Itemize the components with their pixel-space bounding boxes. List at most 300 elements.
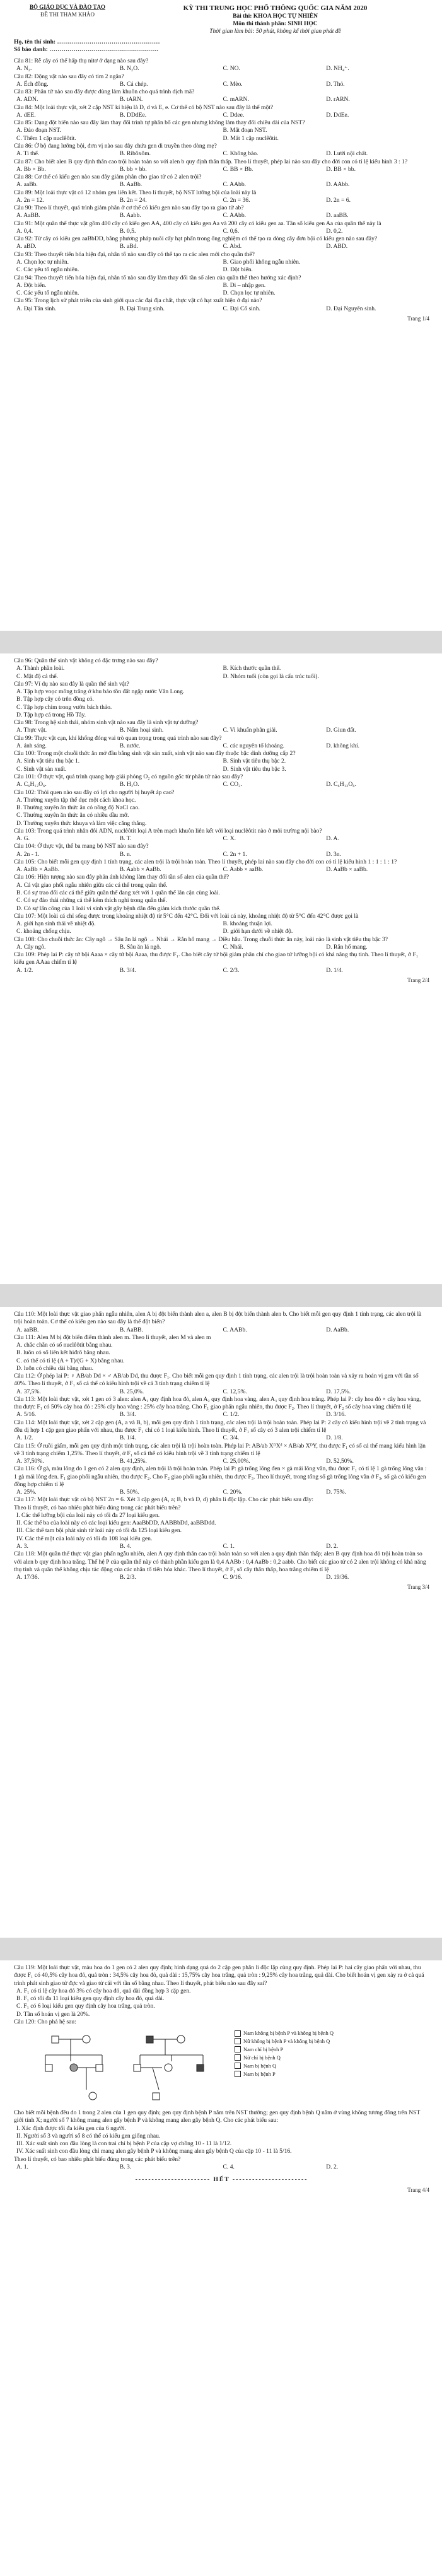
- answer-options: [14, 944, 429, 951]
- answer-options: [14, 967, 429, 975]
- answer-options: [14, 282, 429, 298]
- pedigree-female: [83, 2035, 90, 2043]
- answer-option: B. aBd.: [119, 243, 138, 250]
- answer-option: D. 1/8.: [326, 1434, 343, 1442]
- question-block: [14, 158, 429, 174]
- answer-option: D. Thỏ.: [326, 80, 345, 88]
- question-stem: Câu 97: Ví dụ nào sau đây là quần thể sinh vật?: [14, 680, 129, 688]
- answer-options: [14, 96, 429, 103]
- statement: III. Các thể tam bội phát sinh từ loài này có tối đa 125 loại kiểu gen.: [16, 1527, 182, 1535]
- question-block: [14, 874, 429, 912]
- answer-options: [14, 81, 429, 88]
- question-block: [14, 88, 429, 104]
- question-block: [14, 936, 429, 952]
- answer-option: B. Có sự trao đổi các cá thể giữa quần thể đang xét với 1 quần thể lân cận cùng loài.: [16, 889, 220, 896]
- answer-options: [14, 688, 429, 719]
- pedigree-male: [153, 2093, 160, 2100]
- answer-option: A. giới hạn sinh thái về nhiệt độ.: [16, 920, 96, 928]
- page-gap: [0, 631, 442, 653]
- answer-option: C. Không bào.: [223, 150, 259, 158]
- subject-group: Bài thi: KHOA HỌC TỰ NHIÊN: [233, 13, 318, 20]
- ministry-name: BỘ GIÁO DỤC VÀ ĐÀO TẠO: [30, 4, 105, 10]
- statement: I. Các thể lưỡng bội của loài này có tối đa 27 loại kiểu gen.: [16, 1511, 160, 1519]
- question-stem: Câu 116: Ở gà, màu lông do 1 gen có 2 alen quy định, alen trội là trội hoàn toàn. Phép lai P: gà trống lông đen × gà mái lông vằn, thu được F₁ có tỉ lệ 1 gà trống lông vằn : 1 gà mái lông đen. F₁ giao phối ngẫu nhiên, thu được F₂. Cho F₂ giao phối ngẫu nhiên, thu được F₃. Theo lí thuyết, trong tổng số gà trống lông vằn ở F₃, số gà có kiểu gen đồng hợp chiếm tỉ lệ: [14, 1465, 427, 1488]
- answer-option: C. 2n = 36.: [223, 196, 250, 204]
- question-block: [14, 1550, 429, 1581]
- question-block: [14, 735, 429, 751]
- page-1: [0, 0, 442, 631]
- statement: II. Người số 3 và người số 8 có thể có kiểu gen giống nhau.: [16, 2132, 161, 2140]
- question-block: [14, 1465, 429, 1496]
- answer-option: D. 2.: [326, 2163, 339, 2170]
- answer-option: B. 3.: [119, 2163, 132, 2170]
- answer-option: D. BB × bb.: [326, 165, 356, 173]
- answer-option: A. Chọn lọc tự nhiên.: [16, 258, 69, 266]
- question-block: [14, 1443, 429, 1466]
- answer-option: A. Cá vật giao phối ngẫu nhiên giữa các cá thể trong quần thể.: [16, 881, 168, 889]
- answer-option: C. Aabb × aaBb.: [223, 866, 264, 874]
- answer-options: [14, 305, 429, 313]
- answer-option: B. 41,25%.: [119, 1458, 147, 1465]
- answer-option: B. Đại Trung sinh.: [119, 305, 165, 312]
- page-gap: [0, 1938, 442, 1960]
- answer-option: C. 4.: [223, 2163, 235, 2170]
- page-3: [0, 1307, 442, 1938]
- answer-option: B. 50%.: [119, 1489, 139, 1496]
- answer-option: C. NO.: [223, 65, 240, 73]
- answer-option: B. luôn có số liên kết hiđrô bằng nhau.: [16, 1349, 110, 1357]
- answer-option: D. 2.: [326, 1542, 339, 1550]
- question-block: [14, 828, 429, 843]
- legend-swatch: [235, 2054, 241, 2061]
- answer-options: [14, 920, 429, 936]
- answer-options: [14, 65, 429, 73]
- pedigree-male: [96, 2064, 103, 2071]
- answer-options: [14, 1411, 429, 1419]
- exam-header: [14, 4, 429, 36]
- legend-item: [235, 2071, 334, 2078]
- question-block: [14, 119, 429, 143]
- question-stem: Câu 120: Cho phả hệ sau:: [14, 2018, 76, 2025]
- answer-option: C. khoảng chống chịu.: [16, 928, 71, 935]
- page-2: [0, 653, 442, 1284]
- question-note: Cho biết mỗi bệnh đều do 1 trong 2 alen của 1 gen quy định; gen quy định bệnh P nằm trên NST thường; gen quy định bệnh Q nằm ở vùng không tương đồng trên NST giới tính X; người số 7 không mang alen gây bệnh P và không mang alen gây bệnh Q. Cho các phát biểu sau:: [14, 2109, 421, 2124]
- answer-option: A. Thường xuyên tập thể dục một cách khoa học.: [16, 796, 136, 804]
- answer-option: B. Tập hợp cây cỏ trên đồng cỏ.: [16, 696, 94, 703]
- question-block: [14, 274, 429, 298]
- question-stem: Câu 93: Theo thuyết tiến hóa hiện đại, nhân tố nào sau đây có thể tạo ra các alen mới cho quần thể?: [14, 250, 255, 258]
- answer-option: D. DdEe.: [326, 111, 349, 119]
- answer-option: D. NH₄⁺.: [326, 65, 349, 73]
- question-stem: Câu 91: Một quần thể thực vật gồm 400 cây có kiểu gen AA, 400 cây có kiểu gen Aa và 200 cây có kiểu gen aa. Tần số kiểu gen Aa của quần thể này là: [14, 220, 381, 227]
- answer-option: D. không khí.: [326, 742, 360, 749]
- question-note: Theo lí thuyết, có bao nhiêu phát biểu đúng trong các phát biểu trên?: [14, 1504, 181, 1511]
- pedigree-male: [45, 2064, 52, 2071]
- question-stem: Câu 115: Ở ruồi giấm, mỗi gen quy định một tính trạng, các alen trội là trội hoàn toàn. Phép lai P: AB/ab XᴰXᵈ × AB/ab XᴰY, thu được F₁ có số cá thể mang kiểu hình lặn về 3 tính trạng chiếm 1,25%. Theo lí thuyết, ở F₁ số cá thể có kiểu hình trội về 3 tính trạng chiếm tỉ lệ: [14, 1442, 426, 1457]
- answer-option: B. H₂O.: [119, 781, 139, 788]
- answer-option: B. 2/3.: [119, 1574, 136, 1581]
- question-block: [14, 1419, 429, 1443]
- answer-option: A. 25%.: [16, 1489, 37, 1496]
- question-stem: Câu 109: Phép lai P: cây tứ bội Aaaa × cây tứ bội Aaaa, thu được F₁. Cho biết cây tứ bội giảm phân chỉ cho giao tử lưỡng bội có khả năng thụ tinh. Theo lí thuyết, ở F₁ kiểu gen AAaa chiếm tỉ lệ: [14, 951, 419, 966]
- answer-options: [14, 150, 429, 158]
- answer-option: D. Sinh vật tiêu thụ bậc 3.: [223, 765, 286, 773]
- answer-options: [14, 1342, 429, 1373]
- answer-option: D. C₆H₁₂O₆.: [326, 781, 357, 788]
- question-stem: Câu 103: Trong quá trình nhân đôi ADN, nuclêôtit loại A trên mạch khuôn liên kết với loại nuclêôtit nào ở môi trường nội bào?: [14, 827, 322, 834]
- question-block: [14, 251, 429, 274]
- question-stem: Câu 99: Thực vật cạn, khí khổng đóng vai trò quan trọng trong quá trình nào sau đây?: [14, 734, 222, 742]
- legend-swatch: [235, 2030, 241, 2037]
- pedigree-chart: [39, 2030, 228, 2105]
- answer-options: [14, 882, 429, 913]
- answer-option: C. 2n + 1.: [223, 850, 247, 858]
- answer-option: A. N₂.: [16, 65, 32, 73]
- answer-option: C. 3/4.: [223, 1434, 240, 1442]
- answer-option: C. 25,00%.: [223, 1458, 250, 1465]
- statement: D. Tần số hoán vị gen là 20%.: [16, 2010, 90, 2018]
- question-block: [14, 173, 429, 189]
- question-block: [14, 1373, 429, 1396]
- legend-label: Nam chỉ bị bệnh P: [243, 2046, 284, 2052]
- answer-option: B. T.: [119, 835, 132, 843]
- question-block: [14, 789, 429, 828]
- question-note: Theo lí thuyết, có bao nhiêu phát biểu đúng trong các phát biểu trên?: [14, 2155, 181, 2163]
- question-stem: Câu 98: Trong hệ sinh thái, nhóm sinh vật nào sau đây là sinh vật tự dưỡng?: [14, 719, 199, 727]
- legend-label: Nữ không bị bệnh P và không bị bệnh Q: [243, 2038, 330, 2044]
- answer-option: B. 3/4.: [119, 1411, 136, 1419]
- answer-option: C. Ddee.: [223, 111, 245, 119]
- answer-option: C. Vi khuẩn phân giải.: [223, 727, 277, 734]
- answer-option: D. 3/16.: [326, 1411, 346, 1419]
- answer-options: [14, 181, 429, 189]
- answer-option: C. mARN.: [223, 96, 249, 103]
- legend-label: Nam bị bệnh P: [243, 2070, 276, 2077]
- answer-options: [14, 212, 429, 220]
- answer-option: A. 3.: [16, 1542, 28, 1550]
- answer-options: [14, 112, 429, 119]
- statement: IV. Xác suất sinh con đầu lòng chỉ mang alen gây bệnh P và không mang alen gây bệnh Q của cặp 10 - 11 là 5/16.: [16, 2148, 292, 2155]
- statement: C. F₁ có 6 loại kiểu gen quy định cây hoa trắng, quả tròn.: [16, 2003, 155, 2010]
- question-stem: Câu 106: Hiện tượng nào sau đây phản ánh không làm thay đổi tần số alen của quần thể?: [14, 874, 230, 881]
- answer-option: B. 0,5.: [119, 227, 136, 235]
- answer-option: B. 1/4.: [119, 1434, 136, 1442]
- answer-option: C. 1.: [223, 1542, 235, 1550]
- question-stem: Câu 118: Một quần thể thực vật giao phấn ngẫu nhiên, alen A quy định thân cao trội hoàn toàn so với alen a quy định thân thấp; alen B quy định hoa đỏ trội hoàn toàn so với alen b quy định hoa trắng. Thế hệ P của quần thể này có thành phần kiểu gen là 0,4 AABb : 0,4 AaBb : 0,2 aabb. Cho biết các giao tử có 2 alen trội không có khả năng thụ tinh và quần thể không chịu tác động của các nhân tố tiến hóa khác. Theo lí thuyết, ở F₁ số cây thân thấp, hoa trắng chiếm tỉ lệ: [14, 1550, 426, 1573]
- answer-option: D. giới hạn dưới về nhiệt độ.: [223, 928, 293, 935]
- end-marker: ----------------------- HẾT -----------------------: [135, 2176, 308, 2184]
- answer-option: C. Nhái.: [223, 943, 243, 951]
- legend-swatch: [235, 2038, 241, 2044]
- question-block: [14, 843, 429, 858]
- answer-option: A. Tập hợp voọc mông trắng ở khu bảo tồn đất ngập nước Vân Long.: [16, 688, 185, 696]
- candidate-name-field: Họ, tên thí sinh: ……………………………………………: [14, 38, 160, 45]
- question-stem: Câu 89: Một loài thực vật có 12 nhóm gen liên kết. Theo lí thuyết, bộ NST lưỡng bội của loài này là: [14, 189, 257, 196]
- question-stem: Câu 86: Ở bộ đang lưỡng bội, đơn vị nào sau đây chứa gen di truyền theo dòng mẹ?: [14, 143, 217, 149]
- answer-option: D. AaBb.: [326, 1326, 349, 1333]
- statement: III. Xác suất sinh con đầu lòng là con trai chỉ bị bệnh P của cặp vợ chồng 10 - 11 là 1/12.: [16, 2140, 232, 2148]
- answer-option: B. AaBB.: [119, 1326, 143, 1333]
- question-stem: Câu 112: Ở phép lai P: ♀ AB/ab Dd × ♂ AB/ab Dd, thu được F₁. Cho biết mỗi gen quy định 1 tính trạng, các alen trội là trội hoàn toàn và xảy ra hoán vị gen với tần số 40%. Theo lí thuyết, ở F₁ số cá thể có kiểu hình trội về cả 3 tính trạng chiếm tỉ lệ: [14, 1373, 419, 1388]
- question-stem: Câu 107: Một loài cá chỉ sống được trong khoảng nhiệt độ từ 5°C đến 42°C. Đối với loài cá này, khoảng nhiệt độ từ 5°C đến 42°C được gọi là: [14, 912, 359, 920]
- answer-option: B. Aabb.: [119, 212, 141, 220]
- answer-option: D. 0,2.: [326, 227, 343, 235]
- answer-option: A. Ếch đồng.: [16, 80, 49, 88]
- answer-option: C. AAbb.: [223, 212, 247, 220]
- answer-option: C. Mật độ cá thể.: [16, 672, 59, 680]
- answer-option: B. AaBb.: [119, 181, 142, 189]
- answer-option: C. 9/16.: [223, 1574, 243, 1581]
- answer-option: B. Aabb × AaBb.: [119, 866, 161, 874]
- answer-option: D. 19/36.: [326, 1574, 349, 1581]
- answer-option: D. 75%.: [326, 1489, 346, 1496]
- answer-option: A. G.: [16, 835, 30, 843]
- question-block: [14, 913, 429, 936]
- answer-options: [14, 1489, 429, 1496]
- legend-item: [235, 2054, 334, 2061]
- answer-option: A. 1.: [16, 2163, 28, 2170]
- answer-options: [14, 781, 429, 788]
- answer-option: A. AaBb × AaBb.: [16, 866, 60, 874]
- answer-options: [14, 243, 429, 250]
- answer-option: A. 1/2.: [16, 966, 33, 974]
- answer-option: C. Tập hợp chim trong vườn bách thảo.: [16, 703, 112, 711]
- statement: IV. Các thể một của loài này có tối đa 108 loại kiểu gen.: [16, 1535, 153, 1542]
- answer-option: A. Cây ngô.: [16, 943, 46, 951]
- question-stem: Câu 87: Cho biết alen B quy định thân cao trội hoàn toàn so với alen b quy định thân thấp. Theo lí thuyết, phép lai nào sau đây cho đời con có tỉ lệ kiểu hình 3 : 1?: [14, 158, 408, 165]
- answer-option: A. 0,4.: [16, 227, 33, 235]
- answer-option: A. 2n - 1.: [16, 850, 40, 858]
- answer-option: A. Thực vật.: [16, 727, 47, 734]
- answer-option: B. Kích thước quần thể.: [223, 665, 281, 672]
- answer-option: D. Đột biến.: [223, 266, 253, 274]
- answer-options: [14, 1458, 429, 1465]
- pedigree-female: [165, 2064, 172, 2071]
- question-block: [14, 104, 429, 120]
- pedigree-male: [197, 2064, 204, 2071]
- answer-option: B. n.: [119, 850, 132, 858]
- page-gap: [0, 1284, 442, 1307]
- answer-options: [14, 1574, 429, 1581]
- question-block: [14, 2018, 429, 2171]
- question-stem: Câu 105: Cho biết mỗi gen quy định 1 tính trạng, các alen trội là trội hoàn toàn. Theo lí thuyết, phép lai nào sau đây cho đời con có tỉ lệ kiểu hình 1 : 1 : 1 : 1?: [14, 858, 397, 865]
- answer-option: A. ADN.: [16, 96, 38, 103]
- pedigree-legend: [235, 2030, 334, 2105]
- answer-option: D. luôn có chiều dài bằng nhau.: [16, 1364, 94, 1372]
- question-list: [14, 657, 429, 975]
- answer-option: D. 17,5%.: [326, 1388, 351, 1395]
- answer-option: C. Có sự đào thải những cá thể kém thích nghi trong quần thể.: [16, 897, 167, 905]
- legend-swatch: [235, 2063, 241, 2069]
- answer-option: C. Các yếu tố ngẫu nhiên.: [16, 290, 79, 297]
- answer-option: A. Thành phần loài.: [16, 665, 65, 672]
- answer-option: A. Ti thể.: [16, 150, 40, 158]
- answer-option: B. Thường xuyên ăn thức ăn có nồng độ NaCl cao.: [16, 804, 140, 812]
- page-4: [0, 1960, 442, 2553]
- answer-option: D. Thường xuyên thức khuya và làm việc căng thẳng.: [16, 819, 147, 827]
- legend-item: [235, 2046, 334, 2053]
- pedigree-female: [70, 2064, 78, 2071]
- answer-option: A. 17/36.: [16, 1574, 39, 1581]
- time-limit: Thời gian làm bài: 50 phút, không kể thời gian phát đề: [209, 28, 341, 35]
- answer-option: C. 2/3.: [223, 966, 240, 974]
- question-block: [14, 1964, 429, 2018]
- question-stem: Câu 114: Một loài thực vật, xét 2 cặp gen (A, a và B, b), mỗi gen quy định 1 tính trạng, các alen trội là trội hoàn toàn. Phép lai P: 2 cây có kiểu hình trội về 2 tính trạng và đều dị hợp 1 cặp gen giao phấn với nhau, thu được F₁ chỉ có 1 loại kiểu hình. Theo lí thuyết, ở F₁ số cây có 3 alen trội chiếm tỉ lệ: [14, 1419, 426, 1434]
- page-footer: Trang 3/4: [407, 1584, 429, 1591]
- legend-swatch: [235, 2071, 241, 2077]
- answer-option: D. 3n.: [326, 850, 341, 858]
- answer-options: [14, 228, 429, 235]
- statement: A. F₁ có tỉ lệ cây hoa đỏ 3% có cây hoa đỏ, quả dài đồng hợp 3 cặp gen.: [16, 1987, 191, 1994]
- answer-option: C. có thể có tỉ lệ (A + T)/(G + X) bằng nhau.: [16, 1357, 125, 1364]
- answer-option: C. Sinh vật sản xuất.: [16, 765, 67, 773]
- answer-option: C. 12,5%.: [223, 1388, 247, 1395]
- question-stem: Câu 88: Cơ thể có kiểu gen nào sau đây giảm phân cho giao tử có 2 alen trội?: [14, 173, 202, 181]
- answer-option: C. AAbb.: [223, 181, 247, 189]
- question-block: [14, 951, 429, 975]
- legend-label: Nam không bị bệnh P và không bị bệnh Q: [243, 2030, 334, 2037]
- question-block: [14, 858, 429, 874]
- answer-option: D. Mất 1 cặp nuclêôtit.: [223, 134, 279, 142]
- pedigree-line: [153, 2068, 159, 2090]
- answer-option: C. 20%.: [223, 1489, 243, 1496]
- answer-option: B. Mất đoạn NST.: [223, 127, 267, 134]
- answer-options: [14, 758, 429, 773]
- answer-option: A. 37,50%.: [16, 1458, 44, 1465]
- answer-option: A. Đột biến.: [16, 281, 47, 289]
- legend-label: Nữ chỉ bị bệnh Q: [243, 2054, 281, 2061]
- question-block: [14, 1396, 429, 1419]
- answer-option: C. 0,6.: [223, 227, 240, 235]
- answer-option: B. Ribôxôm.: [119, 150, 151, 158]
- answer-option: B. Nấm hoại sinh.: [119, 727, 164, 734]
- answer-option: A. Bb × Bb.: [16, 165, 46, 173]
- question-stem: Câu 95: Trong lịch sử phát triển của sinh giới qua các đại địa chất, thực vật có hạt xuất hiện ở đại nào?: [14, 297, 262, 305]
- pedigree-male: [146, 2036, 153, 2043]
- answer-option: A. 5/16.: [16, 1411, 37, 1419]
- header-left: [14, 4, 121, 36]
- candidate-number-field: Số báo danh: ………………………………………………: [14, 45, 158, 53]
- question-stem: Câu 96: Quần thể sinh vật không có đặc trưng nào sau đây?: [14, 657, 158, 664]
- question-block: [14, 73, 429, 89]
- answer-options: [14, 1388, 429, 1396]
- question-block: [14, 750, 429, 773]
- question-stem: Câu 82: Động vật nào sau đây có tim 2 ngăn?: [14, 73, 124, 80]
- header-right: [121, 4, 429, 36]
- question-stem: Câu 100: Trong một chuỗi thức ăn mở đầu bằng sinh vật sản xuất, sinh vật nào sau đây thuộc bậc dinh dưỡng cấp 2?: [14, 750, 296, 758]
- question-block: [14, 235, 429, 251]
- pedigree-male: [134, 2064, 141, 2071]
- answer-option: A. Đại Tân sinh.: [16, 305, 57, 312]
- answer-option: D. Nhóm tuổi (còn gọi là cấu trúc tuổi).: [223, 672, 319, 680]
- answer-options: [14, 1434, 429, 1442]
- answer-option: B. 2n = 24.: [119, 196, 147, 204]
- legend-label: Nam bị bệnh Q: [243, 2062, 277, 2069]
- question-stem: Câu 113: Một loài thực vật, xét 1 gen có 3 alen: alen A₁ quy định hoa đỏ, alen A₂ quy định hoa vàng, alen A₃ quy định hoa trắng. Phép lai P: cây hoa đỏ × cây hoa vàng, thu được F₁ có 50% cây hoa đỏ : 25% cây hoa vàng : 25% cây hoa trắng. Cho F₁ giao phấn ngẫu nhiên, thu được F₂. Theo lí thuyết, ở F₂ số cây hoa vàng chiếm tỉ lệ: [14, 1395, 421, 1411]
- answer-option: C. Thêm 1 cặp nuclêôtit.: [16, 134, 76, 142]
- question-stem: Câu 110: Một loài thực vật giao phấn ngẫu nhiên, alen A bị đột biến thành alen a, alen B bị đột biến thành alen b. Cho biết mỗi gen quy định 1 tính trạng, các alen trội là trội hoàn toàn. Cơ thể có kiểu gen nào sau đây là thể đột biến?: [14, 1311, 422, 1326]
- question-list: [14, 57, 429, 313]
- answer-options: [14, 197, 429, 204]
- pedigree-male: [52, 2036, 59, 2043]
- answer-option: B. nước.: [119, 742, 141, 749]
- candidate-info: [14, 38, 429, 54]
- answer-option: D. Giun đất.: [326, 727, 356, 734]
- answer-option: A. aBD.: [16, 243, 37, 250]
- question-block: [14, 719, 429, 735]
- exam-title: KỲ THI TRUNG HỌC PHỔ THÔNG QUỐC GIA NĂM 2020: [183, 4, 368, 12]
- answer-option: A. chắc chắn có số nuclêôtit bằng nhau.: [16, 1342, 113, 1349]
- answer-option: D. Chọn lọc tự nhiên.: [223, 290, 276, 297]
- legend-item: [235, 2030, 334, 2037]
- question-stem: Câu 94: Theo thuyết tiến hóa hiện đại, nhân tố nào sau đây làm thay đổi tần số alen của quần thể theo hướng xác định?: [14, 274, 301, 281]
- answer-option: B. DDdEe.: [119, 111, 147, 119]
- answer-option: D. Rắn hổ mang.: [326, 943, 368, 951]
- question-block: [14, 143, 429, 158]
- question-block: [14, 681, 429, 719]
- answer-option: C. Các yếu tố ngẫu nhiên.: [16, 266, 79, 274]
- answer-options: [14, 1326, 429, 1334]
- answer-option: A. 37,5%.: [16, 1388, 41, 1395]
- question-stem: Câu 84: Một loài thực vật, xét 2 cặp NST kí hiệu là D, d và E, e. Cơ thể có bộ NST nào sau đây là thể một?: [14, 103, 274, 111]
- answer-option: D. A.: [326, 835, 339, 843]
- answer-option: A. aaBb.: [16, 181, 38, 189]
- answer-options: [14, 797, 429, 828]
- answer-options: [14, 866, 429, 874]
- answer-option: B. N₂O.: [119, 65, 139, 73]
- answer-option: B. Sâu ăn lá ngô.: [119, 943, 161, 951]
- answer-option: A. 1/2.: [16, 1434, 33, 1442]
- legend-item: [235, 2063, 334, 2070]
- answer-option: D. ABD.: [326, 243, 348, 250]
- question-block: [14, 189, 429, 205]
- question-stem: Câu 85: Dạng đột biến nào sau đây làm thay đổi trình tự phân bố các gen nhưng không làm thay đổi chiều dài của NST?: [14, 119, 305, 127]
- answer-option: C. BB × Bb.: [223, 165, 253, 173]
- answer-options: [14, 259, 429, 274]
- pedigree-female: [177, 2035, 185, 2043]
- answer-option: D. 1/4.: [326, 966, 343, 974]
- answer-option: B. 3/4.: [119, 966, 136, 974]
- question-stem: Câu 90: Theo lí thuyết, quá trình giảm phân ở cơ thể có kiểu gen nào sau đây tạo ra giao tử ab?: [14, 204, 244, 212]
- answer-options: [14, 727, 429, 734]
- answer-option: D. AAbb.: [326, 181, 350, 189]
- statement: B. F₁ có tối đa 11 loại kiểu gen quy định cây hoa đỏ, quả dài.: [16, 1995, 165, 2003]
- answer-option: D. 52,50%.: [326, 1458, 354, 1465]
- statement: I. Xác định được tối đa kiểu gen của 6 người.: [16, 2124, 126, 2132]
- answer-option: D. Tập hợp cá trong Hồ Tây.: [16, 711, 86, 718]
- answer-options: [14, 851, 429, 858]
- answer-options: [14, 742, 429, 750]
- question-block: [14, 297, 429, 313]
- question-stem: Câu 101: Ở thực vật, quá trình quang hợp giải phóng O₂ có nguồn gốc từ phân tử nào sau đây?: [14, 773, 243, 780]
- answer-option: A. Sinh vật tiêu thụ bậc 1.: [16, 758, 80, 765]
- question-block: [14, 1311, 429, 1334]
- answer-option: C. CO₂.: [223, 781, 242, 788]
- question-stem: Câu 104: Ở thực vật, thể ba mang bộ NST nào sau đây?: [14, 843, 149, 850]
- answer-option: C. AABb.: [223, 1326, 247, 1333]
- question-stem: Câu 102: Thói quen nào sau đây có lợi cho người bị huyết áp cao?: [14, 788, 175, 796]
- page-footer: Trang 2/4: [407, 976, 429, 983]
- answer-option: A. Đảo đoạn NST.: [16, 127, 61, 134]
- answer-option: D. Có sự lấn công của 1 loài vi sinh vật gây bệnh dẫn đến giảm kích thước quần thể.: [16, 905, 221, 912]
- answer-options: [14, 2163, 429, 2171]
- question-block: [14, 1496, 429, 1550]
- answer-option: A. 2n = 12.: [16, 196, 44, 204]
- answer-option: B. Giao phối không ngẫu nhiên.: [223, 258, 301, 266]
- question-block: [14, 220, 429, 236]
- answer-option: B. Cá chép.: [119, 80, 148, 88]
- question-stem: Câu 108: Cho chuỗi thức ăn: Cây ngô → Sâu ăn lá ngô → Nhái → Rắn hổ mang → Diều hâu. Trong chuỗi thức ăn này, loài nào là sinh vật tiêu thụ bậc 3?: [14, 935, 388, 943]
